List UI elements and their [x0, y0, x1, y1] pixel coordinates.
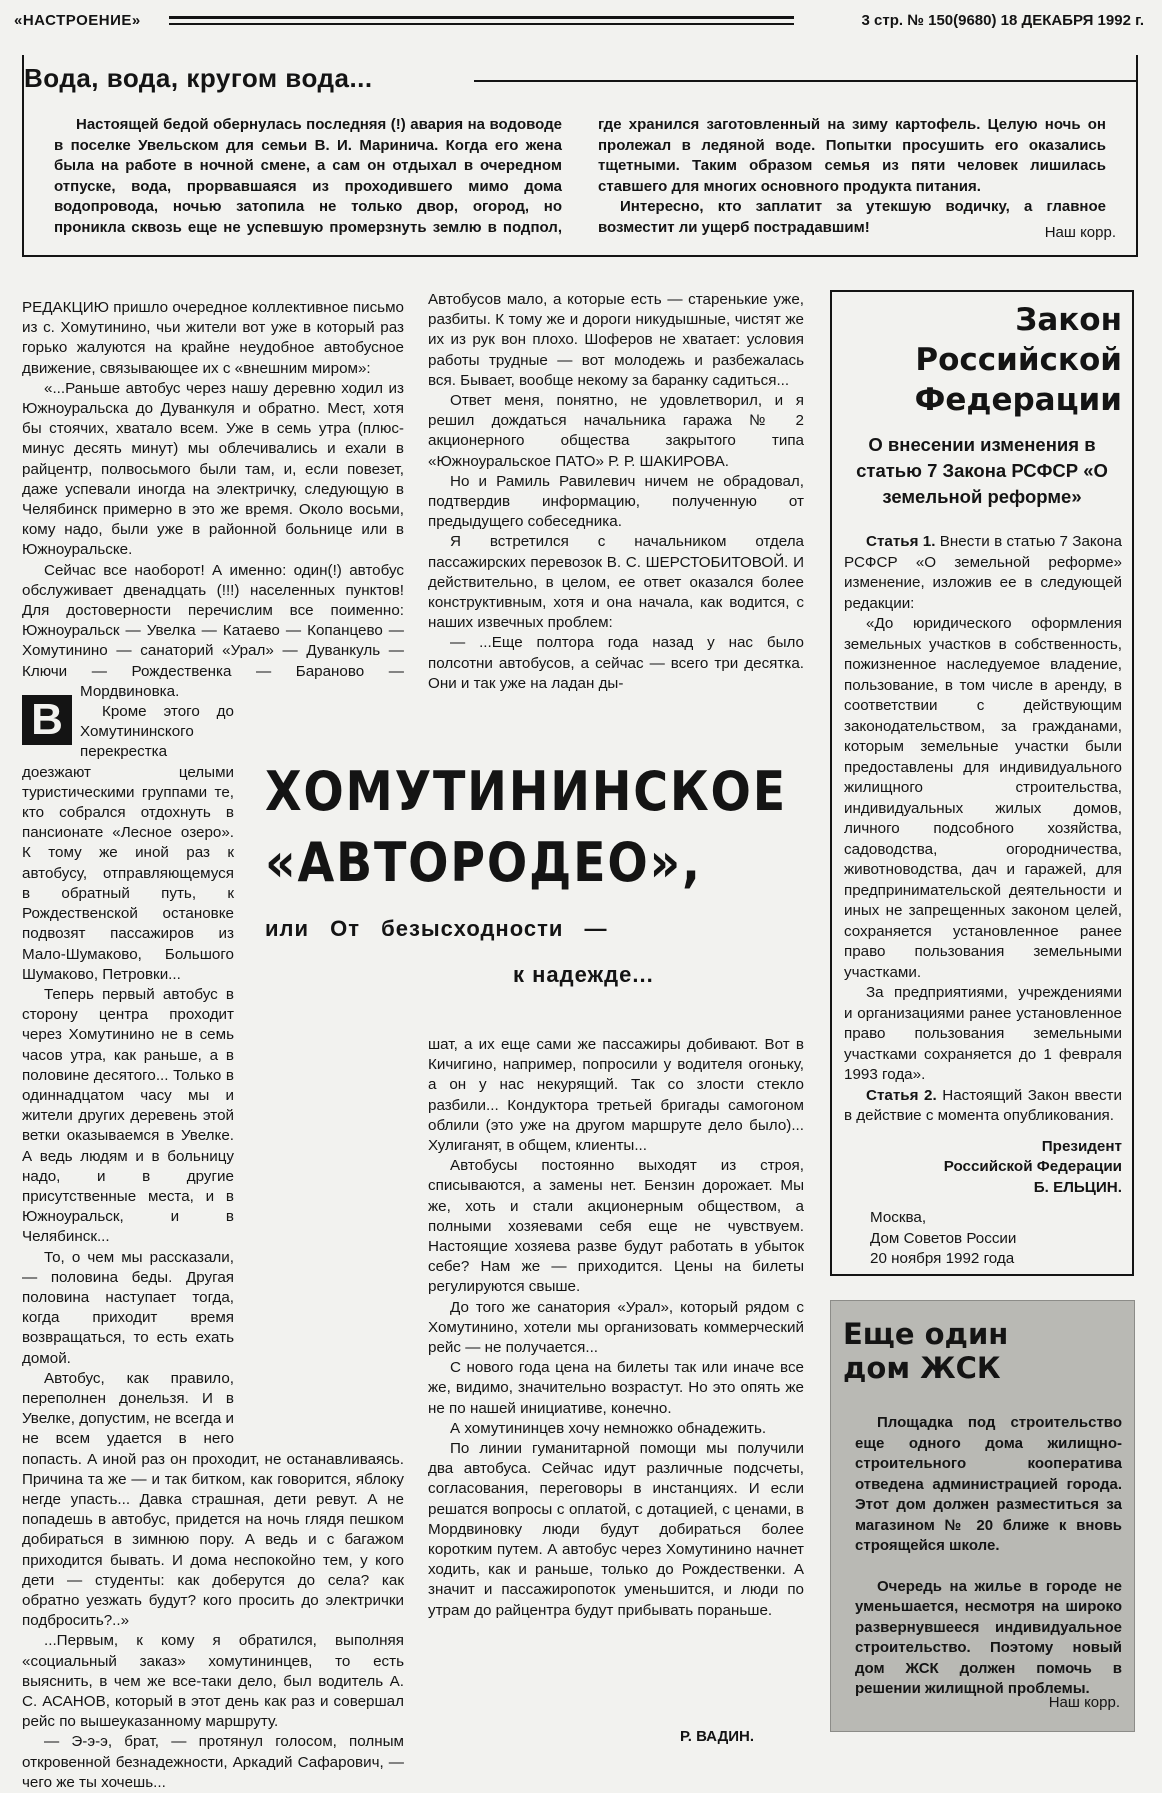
zhsk-box	[830, 1300, 1135, 1732]
main-article-column-2-top	[428, 290, 804, 750]
law-title-line-2: Российской	[915, 342, 1122, 378]
law-title-line-1: Закон	[1015, 302, 1122, 338]
article-paragraph: До того же санатория «Урал», который рядом с Хомутинино, хотели мы организовать коммерческий рейс — не получается...	[428, 1298, 804, 1357]
issue-info: 3 стр. № 150(9680) 18 ДЕКАБРЯ 1992 г.	[861, 12, 1144, 29]
article-paragraph: Автобусов мало, а которые есть — старенькие уже, разбиты. К тому же и дороги никудышные, чистят же их из рук вон плохо. Шоферов не хватает: условия работы трудные — вот молодежь и разбежалась вся. Бывает, вообще некому за баранку садиться...	[428, 291, 804, 389]
article-paragraph: — ...Еще полтора года назад у нас было полсотни автобусов, а сейчас — всего три десятка. Они и так уже на ладан ды-	[428, 634, 804, 692]
article-paragraph: Я встретился с начальником отдела пассажирских перевозок В. С. ШЕРСТОБИТОВОЙ. И действительно, в целом, ее ответ оказался более конструктивным, хотя и она начала, как водится, с наших извечных проблем:	[428, 533, 804, 632]
article-paragraph: По линии гуманитарной помощи мы получили два автобуса. Сейчас идут различные подсчеты, согласования, переговоры в инстанциях. И если решатся вопросы с оплатой, с дотацией, с ценами, в Мордвиновку люди будут добираться более коротким путем. А автобус через Хомутинино начнет ходить, как и раньше, только до Рождественки. А значит и пассажиропоток уменьшится, и люди по утрам до райцентра будут прибывать пораньше.	[428, 1440, 804, 1619]
law-quote: За предприятиями, учреждениями и организациями ранее установленное право пользования земельными участками сохраняется до 1 февраля 1993 года».	[844, 984, 1122, 1083]
signer-title: Президент	[1041, 1137, 1122, 1155]
masthead-rule	[169, 16, 794, 25]
law-body	[832, 510, 1132, 1127]
law-box	[830, 290, 1134, 1276]
signer-title-2: Российской Федерации	[943, 1158, 1122, 1175]
article-paragraph: Кроме этого до Хомутининского перекрестка доезжают целыми туристическими группами те, кто собрался отдохнуть в пансионате «Лесное озеро». К тому же иной раз к автобусу, отправляющемуся в обратный путь, к Рождественской остановке подвозят пассажиров из Мало-Шумаково, Большого Шумаково, Петровки...	[22, 703, 234, 983]
top-article-title: Вода, вода, кругом вода...	[24, 63, 373, 93]
section-name: «НАСТРОЕНИЕ»	[14, 12, 141, 29]
article-paragraph: РЕДАКЦИЮ пришло очередное коллективное письмо из с. Хомутинино, чьи жители вот уже в который раз горько жалуются на крайне неудобное автобусное движение, связывающее их с «внешним миром»:	[22, 299, 404, 377]
article-paragraph: Сейчас все наоборот! А именно: один(!) автобус обслуживает двенадцать (!!!) населенных пунктов! Для достоверности перечислим все поименно: Южноуральск — Увелка — Катаево — Копанцево — Хомутинино — санаторий «Урал» — Дуванкуль — Ключи — Рождественка — Бараново — Мордвиновка.	[22, 561, 404, 700]
article-paragraph: Но и Рамиль Равилевич ничем не обрадовал, подтвердив информацию, полученную от предыдущего собеседника.	[428, 472, 804, 531]
main-headline	[265, 760, 805, 988]
law-title-line-3: Федерации	[914, 382, 1122, 418]
article-paragraph: Ответ меня, понятно, не удовлетворил, и я решил дождаться начальника гаража № 2 акционерного общества закрытого типа «Южноуральское ПАТО» Р. Р. ШАКИРОВА.	[428, 392, 804, 470]
main-article-column-2-bottom	[428, 1035, 804, 1755]
top-article-paragraph: Интересно, кто заплатит за утекшую водичку, а главное возместит ли ущерб пострадавшим!	[598, 198, 1106, 236]
article-paragraph: «...Раньше автобус через нашу деревню ходил из Южноуральска до Дуванкуля и обратно. Мест, хотя бы стоячих, хватало всем. Уже в семь утра (плюс-минус десять минут) мы облечивались и ехали в райцентр, полвосьмого были там, и, если повезет, даже успевали иногда на электричку, следующую в Челябинск примерно в это же время. Около восьми, кому надо, были уже в районной больнице или в Южноуральске.	[22, 379, 404, 559]
zhsk-body	[831, 1385, 1134, 1700]
law-title	[832, 292, 1132, 420]
top-article-box	[22, 55, 1138, 257]
article-paragraph: А хомутининцев хочу немножко обнадежить.	[450, 1419, 767, 1437]
article-byline: Р. ВАДИН.	[680, 1728, 755, 1745]
law-subtitle: О внесении изменения в статью 7 Закона РСФСР «О земельной реформе»	[856, 434, 1108, 507]
article-1-text: Внести в статью 7 Закона РСФСР «О земельной реформе» изменение, изложив ее в следующей редакции:	[844, 533, 1122, 612]
article-1-label: Статья 1.	[866, 533, 936, 550]
zhsk-title-line-1: Еще один	[843, 1317, 1009, 1351]
masthead	[14, 12, 1144, 34]
law-place	[870, 1208, 1132, 1270]
headline-line-2: «АВТОРОДЕО»,	[265, 831, 702, 894]
article-paragraph: С нового года цена на билеты так или иначе все же, видимо, значительно возрастут. Но это опять же не по нашей инициативе, конечно.	[428, 1359, 804, 1417]
article-paragraph: Автобусы постоянно выходят из строя, списываются, а замены нет. Бензин дорожает. Мы же, хоть и стали акционерным обществом, а полными хозяевами себя еще не чувствуем. Настоящие хозяева разве будут работать в убыток себе? Нам же — приходится. Цены на билеты регулируются свыше.	[428, 1157, 804, 1296]
headline-line-1: ХОМУТИНИНСКОЕ	[265, 760, 787, 823]
zhsk-title-line-2: дом ЖСК	[843, 1351, 1001, 1385]
drop-cap: В	[22, 695, 72, 745]
signer-name: Б. ЕЛЬЦИН.	[1033, 1178, 1122, 1196]
subheadline-line-2: к надежде...	[513, 962, 654, 987]
law-quote: «До юридического оформления земельных участков в собственность, пожизненное наследуемое владение, пользование, в том числе в аренду, в соответствии с действующим законодательством, за гражданами, которым земельные участки были предоставлены для индивидуального жилищного строительства, индивидуальных жилых домов, личного подсобного хозяйства, садоводства, огородничества, животноводства, дач и гаражей, для предпринимательской деятельности и иных не запрещенных законом целей, сохраняется установленное ранее право пользования земельными участками.	[844, 615, 1122, 981]
zhsk-paragraph: Очередь на жилье в городе не уменьшается, несмотря на широко развернувшееся индивидуальное строительство. Поэтому новый дом ЖСК должен помочь в решении жилищной проблемы.	[855, 1577, 1122, 1697]
place-city: Москва,	[870, 1209, 927, 1226]
place-building: Дом Советов России	[870, 1229, 1017, 1247]
article-paragraph: — Э-э-э, брат, — протянул голосом, полным откровенной безнадежности, Аркадий Сафарович, — чего же ты хочешь...	[22, 1733, 404, 1791]
top-article-paragraph: Настоящей бедой обернулась последняя (!) авария на водоводе в поселке Увельском для семьи В. И. Маринича. Когда его жена была на работе в ночной смене, а сам он отдыхал в очередном отпуске, вода, прорвавшаяся из проходившего мимо дома водопровода, ночью затопила не только двор, огород, но проникла сквозь еще не успевшую промерзнуть землю в подпол, где хранился заготовленный на зиму картофель. Целую ночь он пролежал в ледяной воде. Попытки просушить его оказались тщетными. Таким образом семья из пяти человек лишилась ставшего для многих основного продукта питания.	[54, 116, 1106, 236]
article-paragraph: шат, а их еще сами же пассажиры добивают. Вот в Кичигино, например, попросили у водителя огоньку, а он у нас некурящий. Так со злости стекло разбили... Кондуктора третьей бригады самогоном облили (это уже на другом маршруте дело было)... Хулиганят, в общем, клиенты...	[428, 1036, 804, 1155]
article-paragraph: Теперь первый автобус в сторону центра проходит через Хомутинино не в семь часов утра, как раньше, а в половине десятого... Только в одиннадцатом часу мы и жители других деревень этой ветки оказываемся в Увелке. А ведь людям и в больницу надо, и в другие присутственные места, и в Южноуральск, и в Челябинск...	[22, 985, 234, 1246]
zhsk-signature: Наш корр.	[1048, 1694, 1120, 1711]
article-2-text: Настоящий Закон ввести в действие с момента опубликования.	[844, 1086, 1122, 1124]
main-article-column-1	[22, 298, 404, 1791]
article-paragraph: ...Первым, к кому я обратился, выполняя «социальный заказ» хомутининцев, то есть выяснить, в чем же все-таки дело, был водитель А. С. АСАНОВ, который в этот день как раз и совершал рейс по вышеуказанному маршруту.	[22, 1632, 404, 1731]
zhsk-paragraph: Площадка под строительство еще одного дома жилищно-строительного кооператива отведена администрацией города. Этот дом должен разместиться за магазином № 20 ближе к вновь строящейся школе.	[855, 1414, 1122, 1554]
law-signer	[832, 1137, 1122, 1199]
zhsk-title	[831, 1301, 1134, 1385]
article-2-label: Статья 2.	[866, 1086, 937, 1104]
top-article-signature: Наш корр.	[1044, 224, 1116, 241]
article-paragraph: Автобус, как правило, переполнен донельзя. И в Увелке, допустим, не всегда и не всем удается в него попасть. А иной раз он проходит, не останавливаясь. Причина та же — и так битком, как говорится, яблоку негде упасть... Давка страшная, дети ревут. А не попадешь в автобус, придется на ночь глядя пешком добираться в зимнюю пору. А ведь и с багажом приходится бывать. И дома неспокойно тем, у кого дети — студенты: как доберутся до села? как обратно уезжать будут? кого просить до электрички подбросить?..»	[22, 1369, 404, 1630]
top-article-body	[54, 115, 1106, 238]
title-rule	[474, 80, 1138, 82]
place-date: 20 ноября 1992 года	[870, 1250, 1015, 1267]
article-paragraph: То, о чем мы рассказали, — половина беды. Другая половина наступает тогда, когда приходит время возвращаться, то есть ехать домой.	[22, 1248, 234, 1367]
subheadline-line-1: или От безысходности —	[265, 916, 608, 941]
